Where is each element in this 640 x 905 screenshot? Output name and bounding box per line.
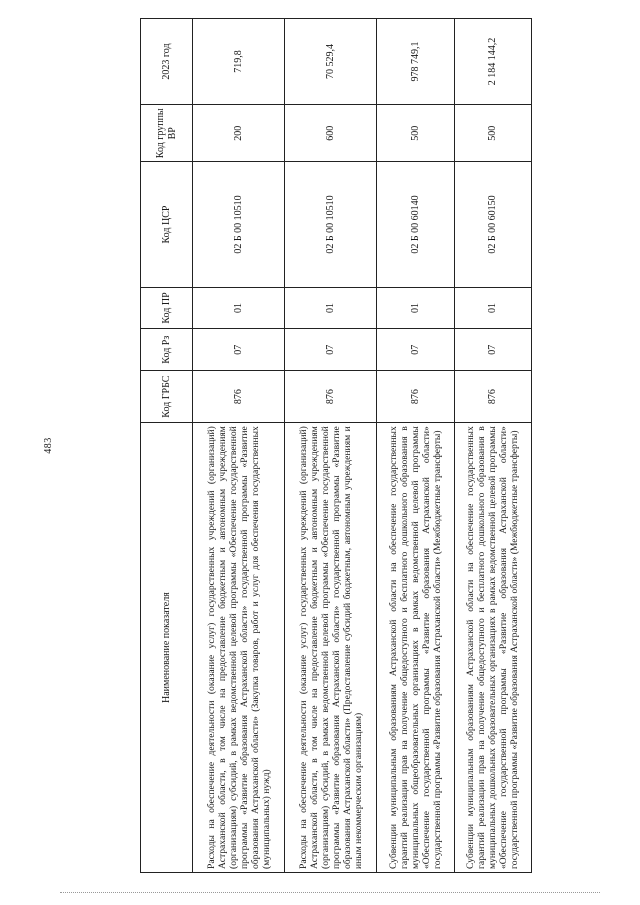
table-row xyxy=(285,19,377,873)
row-grbs: 876 xyxy=(193,371,285,423)
header-grbs: Код ГРБС xyxy=(141,371,193,423)
header-row xyxy=(141,19,193,873)
row-csr: 02 Б 00 10510 xyxy=(193,162,285,287)
row-rz: 07 xyxy=(454,329,531,371)
row-name: Субвенции муниципальным образованиям Астраханской области на обеспечение государственных гарантий реализации прав на получение общедоступного и бесплатного дошкольного образования в муниципальных дошкольных образовательных организациях в рамках ведомственной целевой программы «Обеспечение государственной программы «Развитие образования Астраханской области» государственной программы «Развитие образования Астраханской области» (Межбюджетные трансферты) xyxy=(454,423,531,873)
budget-table xyxy=(140,18,532,873)
row-grbs: 876 xyxy=(454,371,531,423)
row-pr: 01 xyxy=(377,287,454,329)
row-vr: 600 xyxy=(285,105,377,162)
row-amount: 719,8 xyxy=(193,19,285,105)
row-grbs: 876 xyxy=(377,371,454,423)
document-table-area xyxy=(140,18,532,873)
row-name: Субвенции муниципальным образованиям Астраханской области на обеспечение государственных гарантий реализации прав на получение общедоступного и бесплатного дошкольного образования в муниципальных общеобразовательных организациях в рамках ведомственной целевой программы «Обеспечение государственной программы «Развитие образования Астраханской области» государственной программы «Развитие образования Астраханской области» (Межбюджетные трансферты) xyxy=(377,423,454,873)
page-bottom-line xyxy=(60,892,600,893)
header-csr: Код ЦСР xyxy=(141,162,193,287)
row-csr: 02 Б 00 60150 xyxy=(454,162,531,287)
row-csr: 02 Б 00 10510 xyxy=(285,162,377,287)
row-amount: 978 749,1 xyxy=(377,19,454,105)
row-rz: 07 xyxy=(377,329,454,371)
row-vr: 200 xyxy=(193,105,285,162)
row-pr: 01 xyxy=(193,287,285,329)
table-row xyxy=(377,19,454,873)
row-rz: 07 xyxy=(193,329,285,371)
row-name: Расходы на обеспечение деятельности (оказание услуг) государственных учреждений (организаций) Астраханской области, в том числе на предоставление бюджетным и автономным учреждениям (организациям) субсидий, в рамках ведомственной целевой программы «Обеспечение государственной программы «Развитие образования Астраханской области» государственной программы «Развитие образования Астраханской области» (Предоставление субсидий бюджетным, автономным учреждениям и иным некоммерческим организациям) xyxy=(285,423,377,873)
row-amount: 2 184 144,2 xyxy=(454,19,531,105)
rotated-table-wrapper xyxy=(140,18,532,873)
header-year: 2023 год xyxy=(141,19,193,105)
row-csr: 02 Б 00 60140 xyxy=(377,162,454,287)
row-rz: 07 xyxy=(285,329,377,371)
header-pr: Код ПР xyxy=(141,287,193,329)
row-vr: 500 xyxy=(454,105,531,162)
row-pr: 01 xyxy=(285,287,377,329)
row-amount: 70 529,4 xyxy=(285,19,377,105)
row-name: Расходы на обеспечение деятельности (оказание услуг) государственных учреждений (организаций) Астраханской области, в том числе на предоставление бюджетным и автономным учреждениям (организациям) субсидий, в рамках ведомственной целевой программы «Обеспечение государственной программы «Развитие образования Астраханской области» государственной программы «Развитие образования Астраханской области» (Закупка товаров, работ и услуг для обеспечения государственных (муниципальных) нужд) xyxy=(193,423,285,873)
page-number: 483 xyxy=(42,437,54,454)
row-grbs: 876 xyxy=(285,371,377,423)
header-rz: Код Рз xyxy=(141,329,193,371)
table-row xyxy=(454,19,531,873)
table-row xyxy=(193,19,285,873)
header-name: Наименование показателя xyxy=(141,423,193,873)
row-vr: 500 xyxy=(377,105,454,162)
row-pr: 01 xyxy=(454,287,531,329)
header-vr: Код группы ВР xyxy=(141,105,193,162)
